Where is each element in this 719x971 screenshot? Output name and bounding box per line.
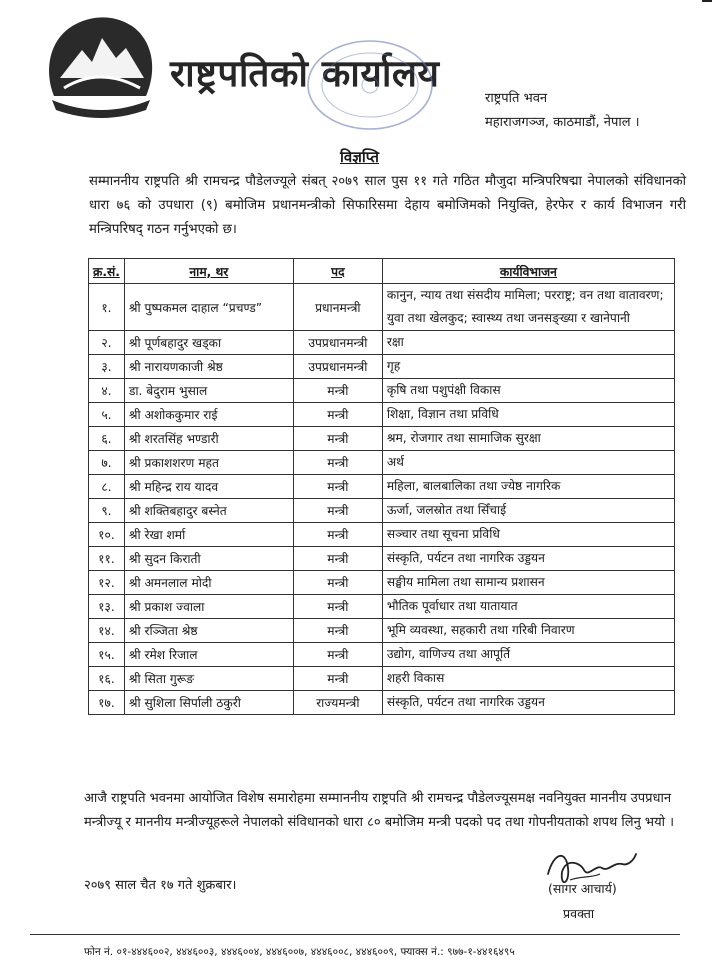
row-portfolio: ऊर्जा, जलस्रोत तथा सिँचाई [382,499,674,523]
header-post: पद [293,259,382,284]
row-serial: १३. [89,595,125,619]
row-post: मन्त्री [293,475,382,499]
row-serial: ७. [89,451,125,475]
row-post: प्रधानमन्त्री [293,284,382,331]
closing-paragraph: आजै राष्ट्रपति भवनमा आयोजित विशेष समारोहमा सम्माननीय राष्ट्रपति श्री रामचन्द्र पौडेलज्यूसमक्ष नवनियुक्त माननीय उपप्रधान मन्त्रीज्यू र माननीय मन्त्रीज्यूहरूले नेपालको संविधानको धारा ८० बमोजिम मन्त्री पदको पद तथा गोपनीयताको शपथ लिनु भयो । [84,791,675,830]
row-serial: ४. [89,379,125,403]
row-serial: १०. [89,523,125,547]
row-post: मन्त्री [293,619,382,643]
row-name: श्री प्रकाशशरण महत [124,451,293,475]
table-row [89,284,675,331]
row-portfolio: कृषि तथा पशुपंक्षी विकास [382,379,674,403]
row-post: मन्त्री [293,595,382,619]
row-name: श्री सिता गुरूङ [124,667,293,691]
footer-contact: फोन नं. ०१-४४४६००२, ४४४६००३, ४४४६००४, ४४४६००७, ४४४६००८, ४४४६००९, फ्याक्स नं.: ९७७-१-४४१६४९५ [84,946,515,958]
row-name: श्री सुशिला सिर्पाली ठकुरी [124,691,293,715]
table-row [89,643,675,667]
notice-intro: सम्माननीय राष्ट्रपति श्री रामचन्द्र पौडेलज्यूले संबत् २०७९ साल पुस ११ गते गठित मौजुदा मन्त्रिपरिषद्मा नेपालको संविधानको धारा ७६ को उपधारा (९) बमोजिम प्रधानमन्त्रीको सिफारिसमा देहाय बमोजिमको नियुक्ति, हेरफेर र कार्य विभाजन गरी मन्त्रिपरिषद् गठन गर्नुभएको छ। [89,174,686,237]
row-post: राज्यमन्त्री [293,691,382,715]
row-post: उपप्रधानमन्त्री [293,331,382,355]
row-portfolio: श्रम, रोजगार तथा सामाजिक सुरक्षा [382,427,674,451]
table-row [89,331,675,355]
row-portfolio: संस्कृति, पर्यटन तथा नागरिक उड्डयन [382,547,674,571]
table-row [89,547,675,571]
row-portfolio: सञ्चार तथा सूचना प्रविधि [382,523,674,547]
row-name: डा. बेदुराम भुसाल [124,379,293,403]
row-post: मन्त्री [293,403,382,427]
row-portfolio: सङ्घीय मामिला तथा सामान्य प्रशासन [382,571,674,595]
header-name: नाम, थर [124,259,293,284]
row-post: मन्त्री [293,667,382,691]
row-post: मन्त्री [293,451,382,475]
row-serial: १६. [89,667,125,691]
row-portfolio: संस्कृति, पर्यटन तथा नागरिक उड्डयन [382,691,674,715]
address-line-1: राष्ट्रपति भवन [485,91,548,106]
row-portfolio: कानुन, न्याय तथा संसदीय मामिला; परराष्ट्र; वन तथा वातावरण; युवा तथा खेलकुद; स्वास्थ्य तथा जनसङ्ख्या र खानेपानी [382,284,674,331]
row-serial: ५. [89,403,125,427]
footer-divider [30,934,680,935]
table-row [89,571,675,595]
row-portfolio: उद्योग, वाणिज्य तथा आपूर्ति [382,643,674,667]
row-name: श्री रमेश रिजाल [124,643,293,667]
table-row [89,619,675,643]
office-title: राष्ट्रपतिको कार्यालय [170,52,440,95]
row-post: मन्त्री [293,547,382,571]
row-name: श्री अशोककुमार राई [124,403,293,427]
table-row [89,595,675,619]
header-portfolio: कार्यविभाजन [382,259,674,284]
row-portfolio: भूमि व्यवस्था, सहकारी तथा गरिबी निवारण [382,619,674,643]
table-row [89,523,675,547]
row-name: श्री शरतसिंह भण्डारी [124,427,293,451]
row-serial: ९. [89,499,125,523]
row-post: मन्त्री [293,379,382,403]
row-name: श्री रेखा शर्मा [124,523,293,547]
row-portfolio: शिक्षा, विज्ञान तथा प्रविधि [382,403,674,427]
row-portfolio: शहरी विकास [382,667,674,691]
row-name: श्री महिन्द्र राय यादव [124,475,293,499]
table-row [89,379,675,403]
row-serial: १२. [89,571,125,595]
row-serial: ३. [89,355,125,379]
address-line-2: महाराजगञ्ज, काठमाडौं, नेपाल । [485,115,640,130]
row-serial: ६. [89,427,125,451]
row-serial: १. [89,284,125,331]
row-name: श्री रञ्जिता श्रेष्ठ [124,619,293,643]
signer-name: (सागर आचार्य) [548,881,617,896]
row-name: श्री प्रकाश ज्वाला [124,595,293,619]
table-header-row [89,259,675,284]
row-portfolio: महिला, बालबालिका तथा ज्येष्ठ नागरिक [382,475,674,499]
row-name: श्री सुदन किराती [124,547,293,571]
row-name: श्री शक्तिबहादुर बस्नेत [124,499,293,523]
corner-mark [702,0,712,2]
row-serial: १४. [89,619,125,643]
row-serial: १७. [89,691,125,715]
header-serial: क्र.सं. [89,259,125,284]
office-stamp-icon [295,30,445,140]
row-name: श्री अमनलाल मोदी [124,571,293,595]
row-serial: ११. [89,547,125,571]
row-portfolio: रक्षा [382,331,674,355]
row-post: मन्त्री [293,523,382,547]
office-address [485,87,640,135]
row-portfolio: भौतिक पूर्वाधार तथा यातायात [382,595,674,619]
table-row [89,427,675,451]
date-line: २०७९ साल चैत १७ गते शुक्रबार। [84,878,237,893]
cabinet-table [88,258,675,715]
row-name: श्री पुष्पकमल दाहाल “प्रचण्ड” [124,284,293,331]
notice-heading-text: विज्ञप्ति [340,148,379,166]
table-row [89,691,675,715]
row-post: मन्त्री [293,571,382,595]
row-serial: ८. [89,475,125,499]
table-row [89,475,675,499]
row-post: मन्त्री [293,427,382,451]
table-row [89,403,675,427]
row-portfolio: गृह [382,355,674,379]
row-name: श्री पूर्णबहादुर खड्का [124,331,293,355]
table-row [89,667,675,691]
table-row [89,451,675,475]
row-post: उपप्रधानमन्त्री [293,355,382,379]
row-name: श्री नारायणकाजी श्रेष्ठ [124,355,293,379]
row-post: मन्त्री [293,499,382,523]
national-emblem-icon [40,8,162,118]
notice-heading [0,147,719,167]
row-serial: १५. [89,643,125,667]
row-post: मन्त्री [293,643,382,667]
row-portfolio: अर्थ [382,451,674,475]
signer-title: प्रवक्ता [563,906,595,921]
table-row [89,499,675,523]
table-body [89,284,675,715]
table-row [89,355,675,379]
row-serial: २. [89,331,125,355]
